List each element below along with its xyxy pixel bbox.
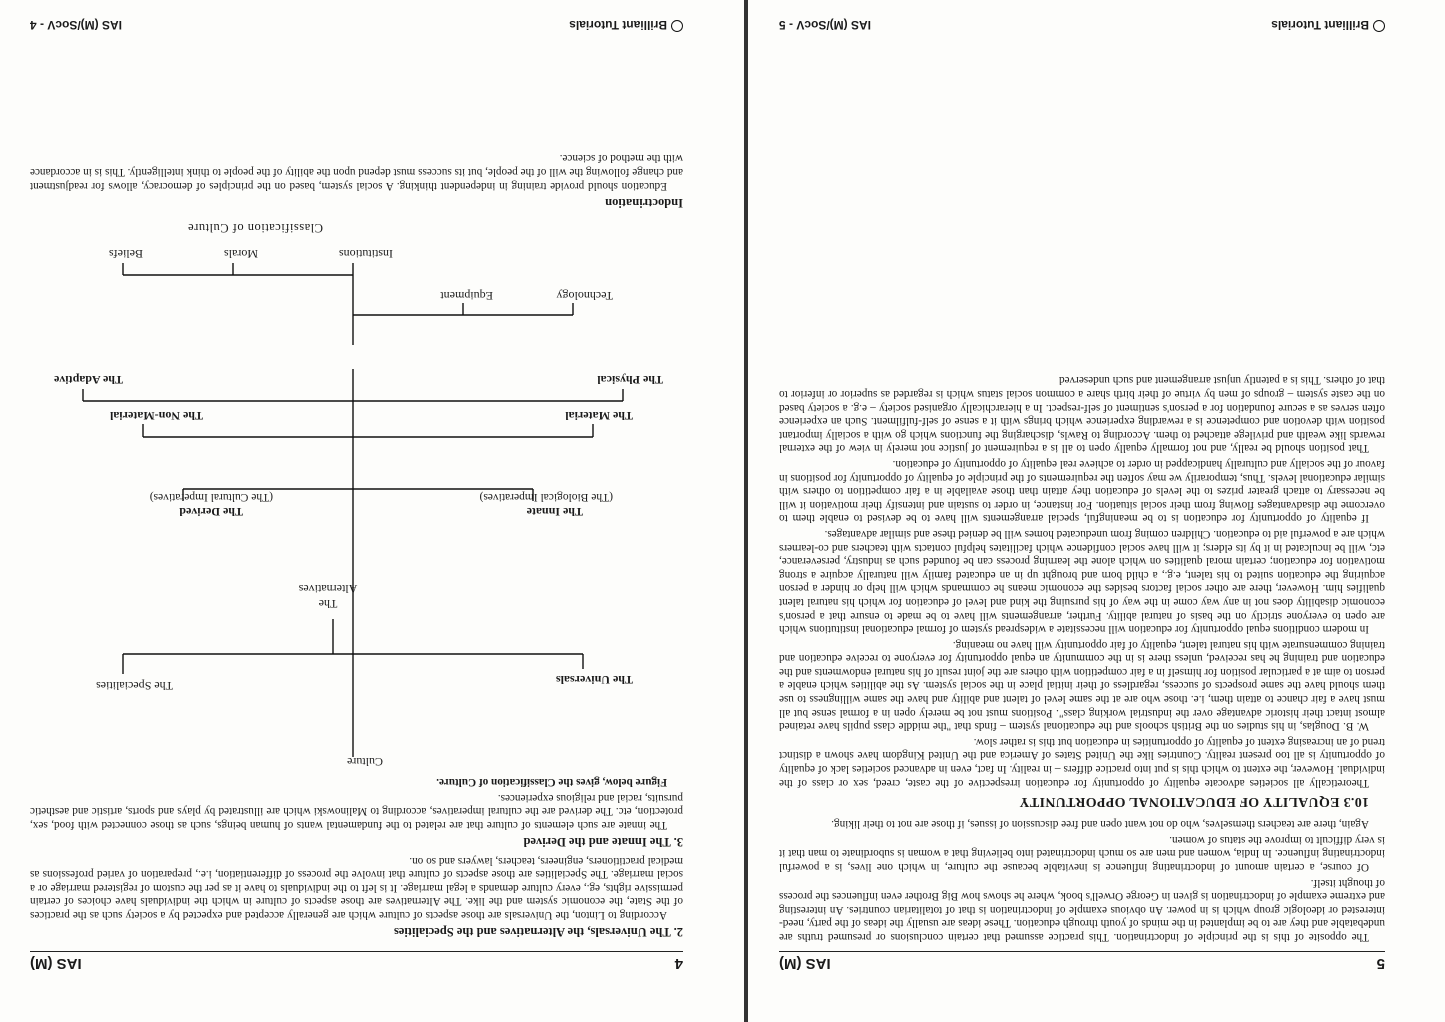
figure-caption: Classification of Culture [187, 220, 323, 235]
node-beliefs: Beliefs [109, 246, 143, 261]
node-derived-sub: (The Cultural Imperatives) [149, 490, 273, 503]
section-title: 2. The Universals, the Alternatives and the Specialities [393, 925, 683, 939]
node-derived: The Derived [179, 504, 243, 519]
brand-logo-icon [671, 20, 683, 32]
header-code: IAS (M) [779, 955, 831, 972]
paragraph: The innate are such elements of culture that are related to the fundamental wants of human beings, such as those connected with food, sex, protection, etc. The derived are the cultural imperatives, according to Malinowski which are illustrated by plays and sports, artistic and aesthetic pursuits, racial and religious experiences. [30, 791, 683, 832]
node-specialities: The Specialities [96, 678, 173, 693]
page-number: 4 [674, 955, 683, 972]
paragraph: If equality of opportunity for education is to be meaningful, special arrangements will have to be devised to enable them to overcome the disadvantages flowing from their social situation. For instance, in order to sustain and intensify their motivation it will be necessary to attach greater prizes to the levels of education they attain than those available in a fair competition to others with similar educational levels. Thus, temporarily we may soften the requirements of the principle of equality of opportunity for positions in favour of the socially and culturally handicapped in order to achieve real equality of opportunity of education. [779, 458, 1385, 525]
section-title: 10.3 EQUALITY OF EDUCATIONAL OPPORTUNITY [1019, 793, 1369, 809]
diagram-lower [30, 235, 683, 345]
paragraph: That position should be really, and not formally equally open to all is a requirement of justice not merely in view of the external rewards like wealth and privilege attached to them. According to Rawls, discharging the functions which go with a socially important position with devotion and competence is a rewarding experience which brings with it a sense of self-fulfilment. Such an experience often serves as a secure foundation for a person's sentiment of self-respect. In a hierarchically organised society – e.g. a society based on the caste system – groups of men by virtue of their birth share a common social status which is regarded as superior or inferior to that of others. This is a patently unjust arrangement and such undeserved [779, 374, 1385, 455]
paragraph: Education should provide training in independent thinking. A social system, based on the principles of democracy, allows for readjustment and change following the will of the people, but its success must depend upon the ability of the people to think intelligently. This is in accordance with the method of science. [30, 152, 683, 192]
paragraph: W. B. Douglas, in his studies on the British schools and the educational system – finds that "the middle class pupils have retained almost intact their historic advantage over the industrial working class". Positions must not be merely open in a formal sense but all must have a fair chance to attain them, i.e. those who are at the same level of talent and ability and have the same willingness to use them should have the same prospects of success, regardless of their initial place in the social system. As the abilities which enable a person to aim at a particular position for himself in a fair competition with others are the joint result of his natural endowments and the education and training he has received, unless there is in the community an equal opportunity for everyone to receive education and training commensurate with his natural talent, equality of fair opportunity will have no meaning. [779, 638, 1385, 733]
paragraph: According to Linton, the Universals are those aspects of culture which are generally accepted and expected by a society such as the practices of the State, the economic system and the like. The Alternatives are those aspects of culture in which the individuals have choices of certain permissive rights, eg., every culture demands a legal marriage. It is left to the individuals to have it as per the custom of registered marriage or a social marriage. The Specialities are those aspects of culture that involve the process of differentiation, i.e., preparation of varied professions as medical practitioners, engineers, teachers, lawyers and so on. [30, 854, 683, 921]
node-culture: Culture [347, 754, 383, 769]
node-innate-sub: (The Biological Imperatives) [479, 490, 613, 503]
footer-code: IAS (M)/SocV - 5 [779, 18, 872, 32]
node-technology: Technology [556, 288, 613, 303]
node-institutions: Institutions [338, 246, 393, 261]
paragraph: Of course, a certain amount of indoctrinating influence is inevitable because the culture, in which one lives, is a powerful indoctrinating influence. In India, women and men are so much indoctrinated into believing that a woman is subordinate to man that it is very difficult to improve the status of women. [779, 833, 1385, 874]
page-gutter [744, 0, 748, 1022]
section-title: Indoctrination [605, 195, 683, 210]
node-alternatives: The Alternatives [298, 581, 358, 611]
paragraph: Again, there are teachers themselves, who do not want open and free discussion of issues, if those are not to their liking. [831, 818, 1369, 831]
classification-diagram [33, 349, 683, 769]
figure-intro: Figure below, gives the Classification of Culture. [436, 776, 667, 789]
header-code: IAS (M) [30, 955, 82, 972]
node-adaptive: The Adaptive [53, 372, 123, 387]
page-header [779, 951, 1385, 972]
footer-brand: Brilliant Tutorials [1271, 18, 1385, 32]
node-material: The Material [565, 408, 633, 423]
node-universals: The Universals [555, 672, 633, 687]
page-footer [30, 18, 683, 32]
node-innate: The Innate [526, 504, 583, 519]
paragraph: The opposite of this is the principle of indoctrination. This practice assumed that certain conclusions or presumed truths are undebatable and they are to be implanted in the minds of youth through education. These ideas are usually the ideas of the party, need-interested or ideologic group which is in power. An obvious example of indoctrination is that of totalitarian countries. An interesting and extreme example of indoctrination is given in George Orwell's book, where he shows how Big Brother even influences the process of thought itself. [779, 876, 1385, 943]
section-title: 3. The Innate and the Derived [523, 835, 683, 850]
page-5 [745, 0, 1445, 1022]
node-equipment: Equipment [440, 288, 493, 303]
node-non-material: The Non-Material [110, 408, 203, 423]
page-number: 5 [1376, 955, 1385, 972]
node-morals: Morals [224, 246, 258, 261]
paragraph: In modern conditions equal opportunity for education will necessitate a widespread system of formal educational institutions which are open to everyone strictly on the basis of natural ability. Further, arrangements will have to be made to ensure that a person's economic disability does not in any way come in the way of his pursuing the kind and level of education for which his natural talent qualifies him. However, there are other social factors besides the economic means he commands which will help or hinder a person acquiring the education suited to his talent, e.g., a child born and brought up in an educated family will naturally acquire a strong motivation for education; certain moral qualities on which alone the learning process can be founded such as industry, perseverance, etc, will be inculcated in it by its elders; it will have social confidence which facilitates helpful contacts with teachers and co-learners which are a powerful aid to education. Children coming from uneducated homes will be denied these and similar advantages. [779, 527, 1385, 636]
paragraph: Theoretically all societies advocate equality of opportunity for education irrespective of the caste, creed, sex or class of the individual. However, the extent to which this is put into practice differs – in reality. In fact, even in advanced societies lack of equality of opportunity is all too present reality. Countries like the United States of America and the United Kingdom have shown a distinct trend of an increasing extent of equality of opportunities in education but this is rather slow. [779, 735, 1385, 789]
footer-brand: Brilliant Tutorials [569, 18, 683, 32]
page-footer [779, 18, 1385, 32]
footer-code: IAS (M)/SocV - 4 [30, 18, 123, 32]
node-physical: The Physical [597, 372, 663, 387]
page-header [30, 951, 683, 972]
brand-logo-icon [1373, 20, 1385, 32]
